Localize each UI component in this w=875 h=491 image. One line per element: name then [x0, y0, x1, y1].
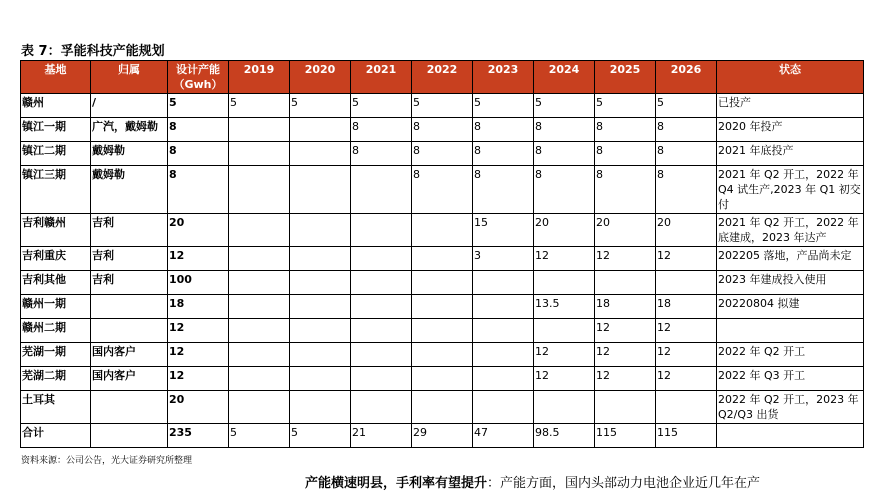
table-cell: 115 [656, 424, 717, 448]
column-header: 2019 [229, 61, 290, 94]
status-cell: 2020 年投产 [717, 118, 864, 142]
table-cell [229, 118, 290, 142]
table-cell: 8 [473, 166, 534, 214]
table-cell: 235 [168, 424, 229, 448]
table-cell: 15 [473, 214, 534, 247]
table-cell: 5 [656, 94, 717, 118]
table-cell: 5 [595, 94, 656, 118]
status-cell: 2021 年底投产 [717, 142, 864, 166]
base-name-cell: 吉利重庆 [21, 247, 91, 271]
table-cell [290, 247, 351, 271]
table-cell: 20 [168, 391, 229, 424]
table-cell: 20 [168, 214, 229, 247]
table-cell [229, 295, 290, 319]
base-name-cell: 镇江一期 [21, 118, 91, 142]
table-cell: 吉利 [91, 214, 168, 247]
table-row [21, 295, 864, 319]
table-cell [351, 343, 412, 367]
table-header-row [21, 61, 864, 94]
table-cell [290, 142, 351, 166]
table-cell: 5 [473, 94, 534, 118]
table-cell: 5 [412, 94, 473, 118]
table-cell [290, 295, 351, 319]
table-cell: 12 [656, 343, 717, 367]
table-cell: 29 [412, 424, 473, 448]
table-row [21, 142, 864, 166]
table-cell [595, 271, 656, 295]
column-header: 2022 [412, 61, 473, 94]
table-cell [412, 319, 473, 343]
table-cell [473, 319, 534, 343]
table-cell [351, 319, 412, 343]
column-header: 归属 [91, 61, 168, 94]
base-name-cell: 芜湖二期 [21, 367, 91, 391]
status-cell [717, 319, 864, 343]
table-cell [229, 214, 290, 247]
table-row [21, 166, 864, 214]
table-cell: 吉利 [91, 271, 168, 295]
base-name-cell: 赣州 [21, 94, 91, 118]
table-cell: 8 [656, 118, 717, 142]
table-cell [351, 271, 412, 295]
table-cell: 13.5 [534, 295, 595, 319]
table-cell: 8 [534, 142, 595, 166]
table-cell: 8 [168, 118, 229, 142]
table-cell [412, 247, 473, 271]
paragraph-heading: 产能横速明县，手利率有望提升 [305, 476, 488, 491]
table-cell: 国内客户 [91, 343, 168, 367]
table-cell: 12 [168, 319, 229, 343]
base-name-cell: 土耳其 [21, 391, 91, 424]
table-row [21, 343, 864, 367]
table-row [21, 319, 864, 343]
table-cell [534, 271, 595, 295]
table-cell [290, 367, 351, 391]
table-cell [229, 142, 290, 166]
table-cell [412, 343, 473, 367]
table-cell [473, 343, 534, 367]
table-cell: 12 [656, 319, 717, 343]
table-cell [91, 391, 168, 424]
table-cell [473, 391, 534, 424]
table-cell: 20 [656, 214, 717, 247]
table-cell [412, 214, 473, 247]
table-cell [412, 391, 473, 424]
table-cell: / [91, 94, 168, 118]
column-header: 基地 [21, 61, 91, 94]
table-cell: 12 [595, 367, 656, 391]
table-cell [91, 424, 168, 448]
status-cell: 已投产 [717, 94, 864, 118]
table-cell: 8 [412, 142, 473, 166]
table-cell: 8 [473, 142, 534, 166]
status-cell: 202205 落地，产品尚未定 [717, 247, 864, 271]
table-cell: 12 [656, 247, 717, 271]
table-row [21, 118, 864, 142]
table-cell [229, 343, 290, 367]
table-cell: 5 [168, 94, 229, 118]
table-cell: 8 [656, 142, 717, 166]
table-row [21, 424, 864, 448]
table-cell: 8 [168, 142, 229, 166]
table-cell [290, 166, 351, 214]
table-cell [351, 166, 412, 214]
table-cell [91, 319, 168, 343]
table-cell: 20 [595, 214, 656, 247]
base-name-cell: 吉利其他 [21, 271, 91, 295]
table-cell [229, 391, 290, 424]
table-cell [473, 295, 534, 319]
table-cell: 8 [473, 118, 534, 142]
paragraph-text: ：产能方面，国内头部动力电池企业近几年在产 [487, 476, 761, 491]
table-cell: 8 [351, 118, 412, 142]
table-cell: 21 [351, 424, 412, 448]
table-cell: 12 [168, 247, 229, 271]
table-cell: 8 [656, 166, 717, 214]
base-name-cell: 赣州一期 [21, 295, 91, 319]
table-cell [534, 319, 595, 343]
table-cell: 8 [534, 118, 595, 142]
table-cell: 12 [656, 367, 717, 391]
table-cell: 12 [595, 343, 656, 367]
status-cell [717, 424, 864, 448]
table-cell: 5 [229, 94, 290, 118]
status-cell: 2022 年 Q3 开工 [717, 367, 864, 391]
table-cell: 18 [656, 295, 717, 319]
table-cell: 8 [595, 118, 656, 142]
table-row [21, 391, 864, 424]
table-cell: 5 [290, 94, 351, 118]
table-cell [412, 367, 473, 391]
table-cell [351, 391, 412, 424]
table-cell: 戴姆勒 [91, 166, 168, 214]
base-name-cell: 镇江二期 [21, 142, 91, 166]
table-cell: 8 [595, 142, 656, 166]
table-cell [290, 343, 351, 367]
table-cell: 12 [168, 343, 229, 367]
table-cell: 12 [168, 367, 229, 391]
base-name-cell: 芜湖一期 [21, 343, 91, 367]
status-cell: 2021 年 Q2 开工，2022 年底建成，2023 年达产 [717, 214, 864, 247]
table-cell: 5 [229, 424, 290, 448]
table-cell: 吉利 [91, 247, 168, 271]
table-cell [351, 367, 412, 391]
table-cell [656, 391, 717, 424]
table-cell [290, 391, 351, 424]
table-cell: 12 [595, 319, 656, 343]
table-cell: 47 [473, 424, 534, 448]
base-name-cell: 镇江三期 [21, 166, 91, 214]
table-cell [595, 391, 656, 424]
table-cell: 8 [351, 142, 412, 166]
table-cell: 18 [168, 295, 229, 319]
table-cell: 8 [595, 166, 656, 214]
table-cell [351, 295, 412, 319]
table-cell: 8 [168, 166, 229, 214]
table-cell: 12 [534, 247, 595, 271]
table-row [21, 94, 864, 118]
table-cell [412, 271, 473, 295]
column-header: 2020 [290, 61, 351, 94]
table-cell: 戴姆勒 [91, 142, 168, 166]
base-name-cell: 赣州二期 [21, 319, 91, 343]
source-note: 资料来源：公司公告，光大证券研究所整理 [21, 456, 193, 466]
table-cell: 12 [595, 247, 656, 271]
table-cell: 115 [595, 424, 656, 448]
column-header: 2026 [656, 61, 717, 94]
base-name-cell: 合计 [21, 424, 91, 448]
column-header: 2024 [534, 61, 595, 94]
status-cell: 2022 年 Q2 开工，2023 年 Q2/Q3 出货 [717, 391, 864, 424]
table-cell: 20 [534, 214, 595, 247]
table-cell: 广汽，戴姆勒 [91, 118, 168, 142]
table-row [21, 367, 864, 391]
table-cell [229, 367, 290, 391]
table-cell [351, 214, 412, 247]
table-cell [91, 295, 168, 319]
column-header: 2021 [351, 61, 412, 94]
table-cell [656, 271, 717, 295]
status-cell: 20220804 拟建 [717, 295, 864, 319]
table-cell [229, 166, 290, 214]
table-cell [290, 118, 351, 142]
table-cell: 12 [534, 367, 595, 391]
table-row [21, 271, 864, 295]
table-cell [351, 247, 412, 271]
table-cell: 8 [412, 166, 473, 214]
table-cell: 18 [595, 295, 656, 319]
table-cell: 5 [290, 424, 351, 448]
table-cell [290, 319, 351, 343]
table-cell: 5 [351, 94, 412, 118]
table-cell [534, 391, 595, 424]
table-cell [290, 214, 351, 247]
table-cell [290, 271, 351, 295]
table-cell: 98.5 [534, 424, 595, 448]
table-cell: 12 [534, 343, 595, 367]
column-header: 2025 [595, 61, 656, 94]
column-header: 状态 [717, 61, 864, 94]
column-header: 2023 [473, 61, 534, 94]
capacity-plan-table [20, 60, 864, 448]
column-header: 设计产能（Gwh） [168, 61, 229, 94]
table-row [21, 214, 864, 247]
status-cell: 2021 年 Q2 开工，2022 年 Q4 试生产,2023 年 Q1 初交付 [717, 166, 864, 214]
table-cell: 国内客户 [91, 367, 168, 391]
table-cell [229, 319, 290, 343]
table-row [21, 247, 864, 271]
table-cell [473, 271, 534, 295]
table-title: 表 7：孚能科技产能规划 [21, 44, 165, 59]
table-cell [473, 367, 534, 391]
table-cell: 8 [534, 166, 595, 214]
table-cell: 3 [473, 247, 534, 271]
base-name-cell: 吉利赣州 [21, 214, 91, 247]
table-cell: 100 [168, 271, 229, 295]
table-cell: 5 [534, 94, 595, 118]
table-cell [229, 247, 290, 271]
table-cell [412, 295, 473, 319]
table-cell: 8 [412, 118, 473, 142]
status-cell: 2023 年建成投入使用 [717, 271, 864, 295]
status-cell: 2022 年 Q2 开工 [717, 343, 864, 367]
table-cell [229, 271, 290, 295]
